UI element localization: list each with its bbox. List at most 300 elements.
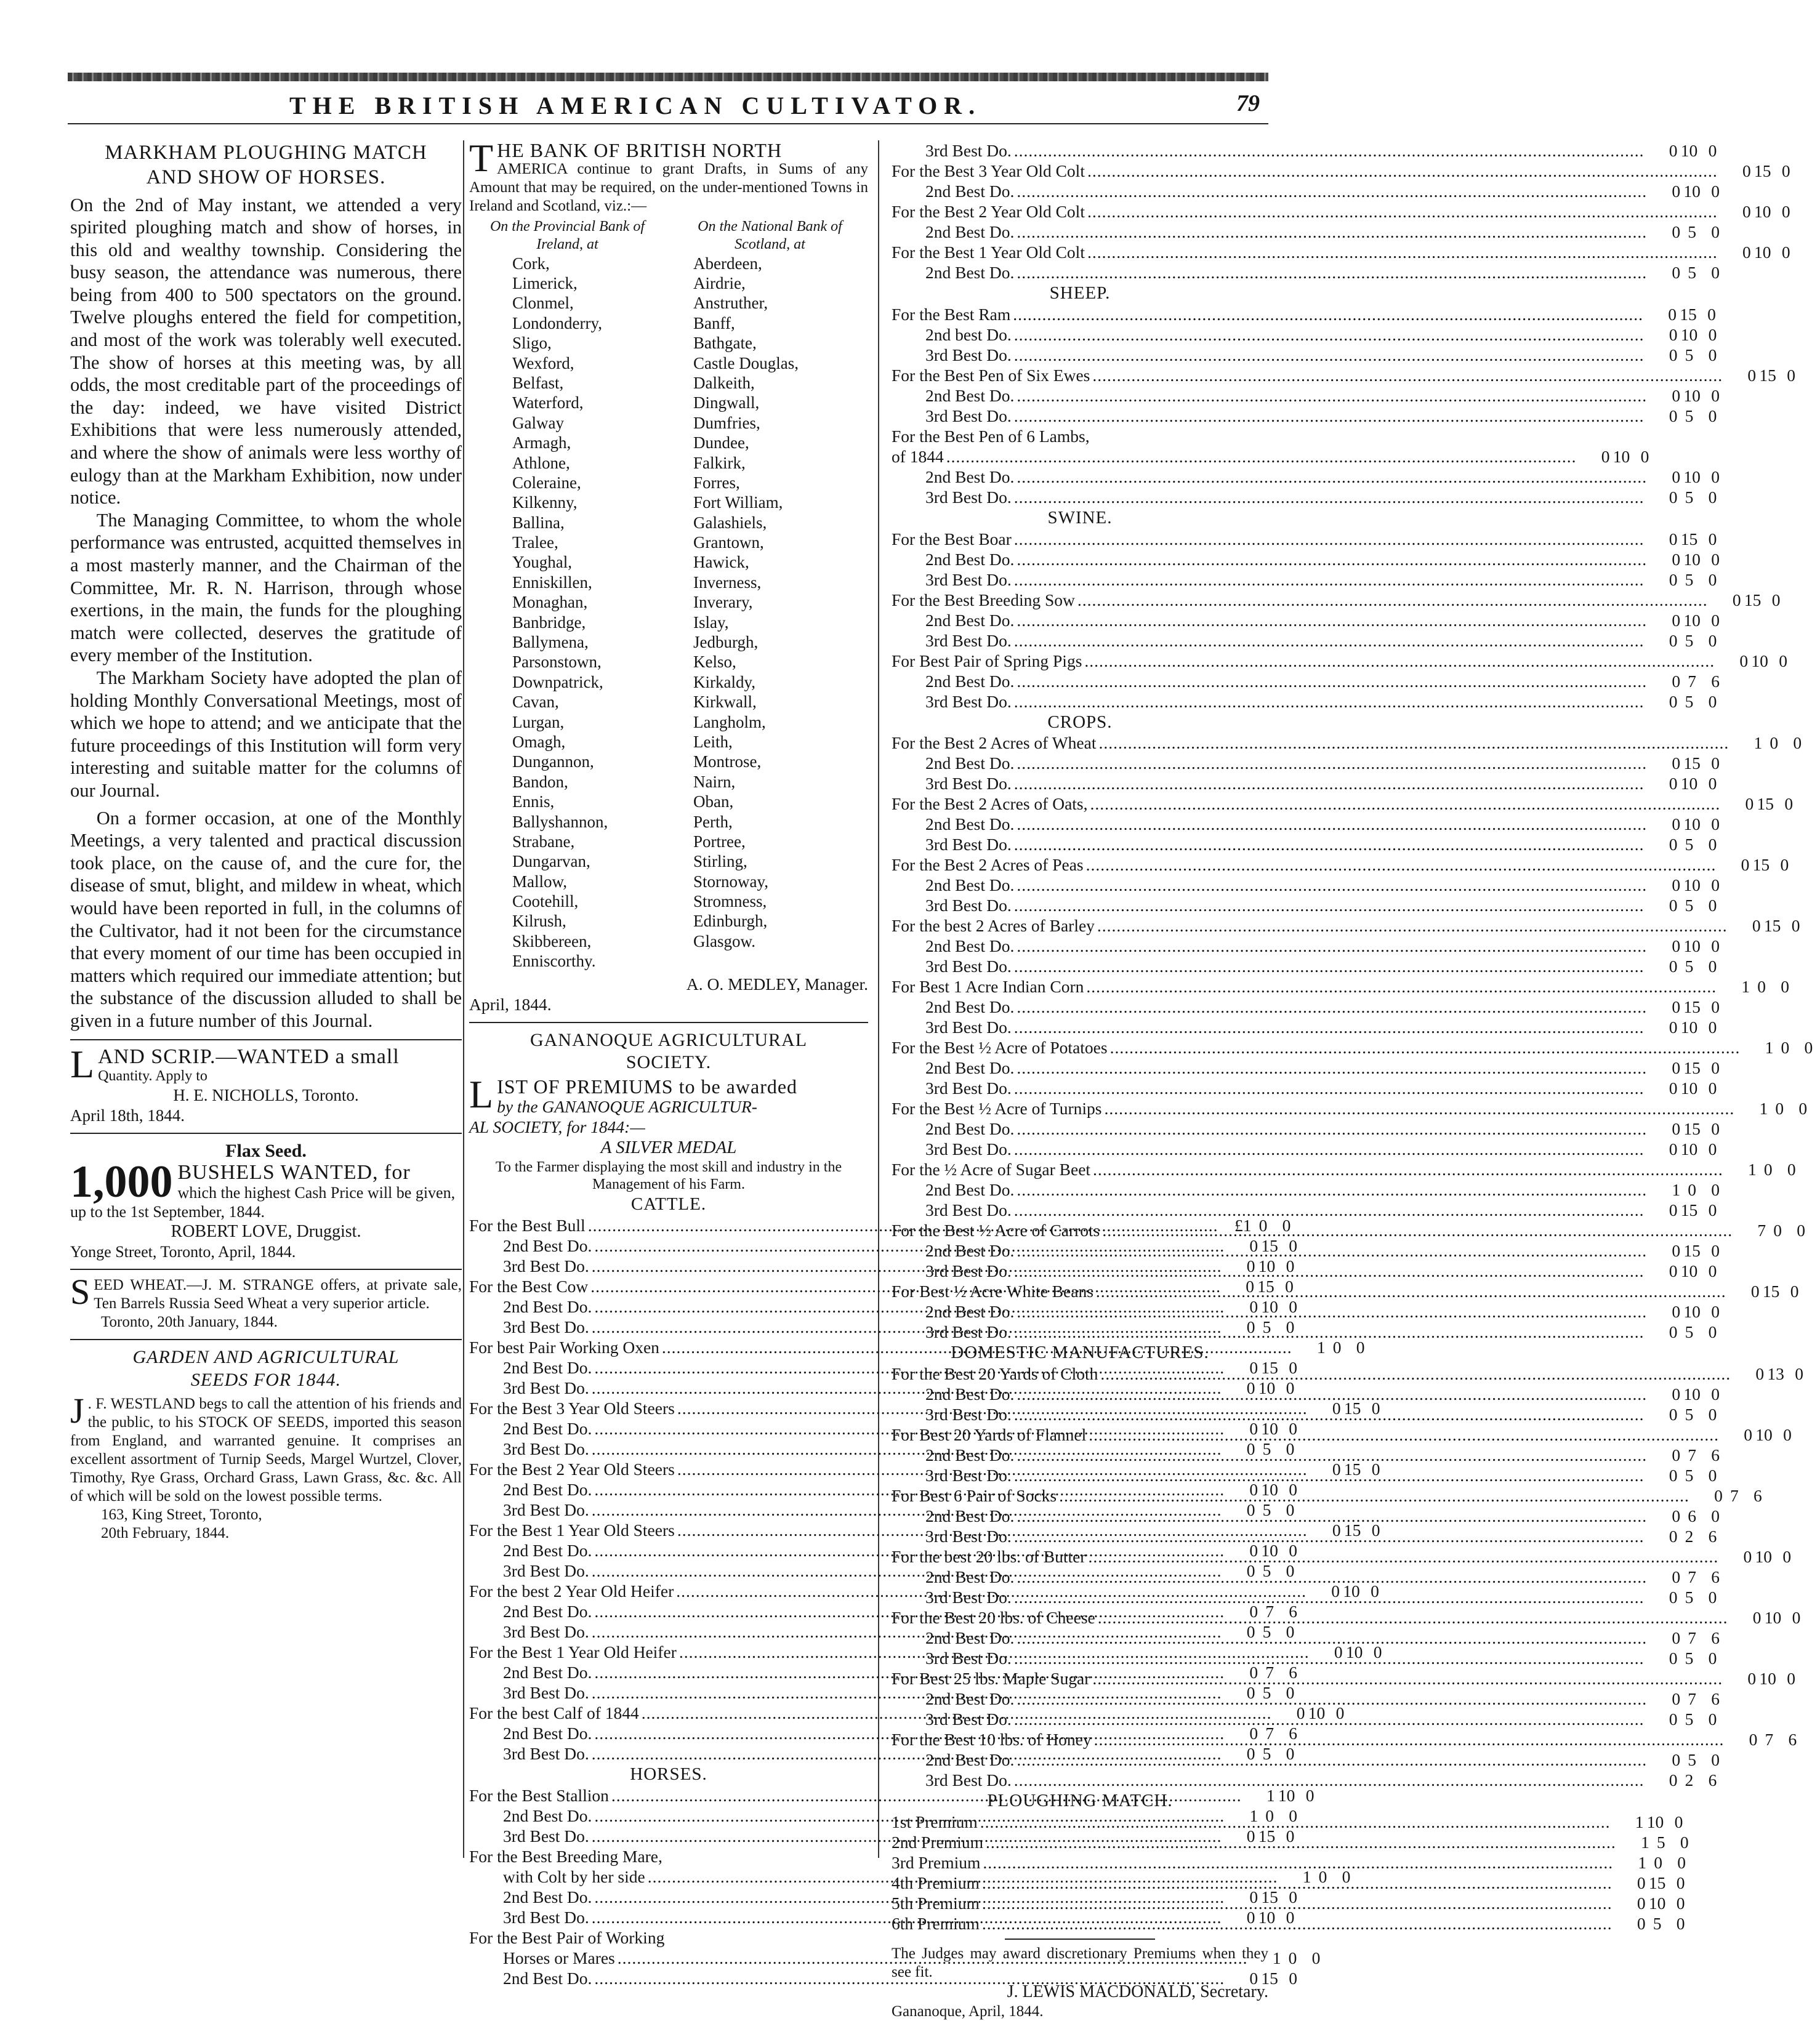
- premium-shillings: 7: [1688, 1445, 1696, 1465]
- premium-shillings: 10: [1258, 1378, 1276, 1398]
- leader-dots: [1014, 956, 1645, 976]
- town-scotland: Perth,: [693, 812, 733, 831]
- premium-shillings: 0: [1318, 1866, 1327, 1886]
- leader-dots: [1014, 1017, 1645, 1037]
- premium-shillings: 10: [1261, 1480, 1278, 1500]
- premium-row: [892, 1770, 1717, 1790]
- list-heading-2: by the GANANOQUE AGRICULTUR-: [497, 1096, 757, 1116]
- premium-pounds: 0: [1249, 1358, 1258, 1378]
- premium-pence: 6: [1289, 1663, 1297, 1682]
- town-scotland: Falkirk,: [693, 453, 746, 472]
- leader-dots: [986, 1832, 1616, 1852]
- premium-shillings: 5: [1262, 1561, 1271, 1581]
- secretary-signature: J. LEWIS MACDONALD, Secretary.: [1007, 1982, 1268, 2001]
- leader-dots: [1087, 242, 1718, 262]
- leader-dots: [1014, 691, 1645, 712]
- premium-pounds: 0: [1669, 487, 1678, 507]
- premium-row: [892, 345, 1717, 365]
- premium-label: 3rd Best Do.: [925, 1405, 1012, 1424]
- premium-pounds: 0: [1747, 1669, 1757, 1689]
- premium-pounds: 0: [1246, 1744, 1255, 1764]
- premium-pounds: 0: [1669, 1770, 1678, 1790]
- leader-dots: [1017, 222, 1647, 242]
- premium-category: CROPS.: [1047, 712, 1113, 732]
- leader-dots: [1096, 1281, 1726, 1301]
- leader-dots: [1017, 610, 1647, 630]
- town-scotland: [693, 951, 868, 971]
- premium-pence: 0: [1286, 1378, 1295, 1398]
- premium-pounds: 0: [1249, 1663, 1258, 1682]
- premium-pence: 0: [1286, 1500, 1295, 1520]
- premium-label: 2nd Best Do.: [925, 222, 1015, 241]
- premium-row: [892, 1281, 1799, 1301]
- premium-pence: 6: [1711, 1628, 1720, 1648]
- premium-label: 2nd Best Do.: [503, 1480, 592, 1500]
- premium-label: 3rd Best Do.: [925, 774, 1012, 794]
- leader-dots: [1059, 1485, 1689, 1506]
- premium-pence: 0: [1711, 1506, 1720, 1526]
- premium-label: 3rd Best Do.: [925, 691, 1012, 711]
- town-list: [469, 254, 868, 971]
- premium-row: [892, 1240, 1720, 1261]
- premium-shillings: 10: [1683, 814, 1701, 834]
- premium-pence: 0: [1286, 1256, 1295, 1276]
- premium-pounds: 0: [1672, 222, 1681, 241]
- premium-pence: 0: [1286, 1683, 1295, 1703]
- leader-dots: [1017, 1506, 1647, 1526]
- premium-pounds: 1: [1249, 1806, 1258, 1825]
- premium-label: 5th Premium: [892, 1893, 980, 1913]
- premium-shillings: 15: [1261, 1968, 1278, 1988]
- premium-pence: 0: [1282, 1216, 1291, 1236]
- page-header: [68, 86, 1268, 124]
- town-ireland: Clonmel,: [512, 294, 574, 313]
- premium-pounds: 0: [1672, 1058, 1681, 1078]
- premium-label: 2nd Best Do.: [503, 1358, 592, 1378]
- town-scotland: Dingwall,: [693, 393, 760, 412]
- premium-row: [892, 1689, 1720, 1709]
- advert-signature: H. E. NICHOLLS, Toronto.: [173, 1086, 359, 1105]
- leader-dots: [1110, 1037, 1741, 1058]
- premium-pounds: 0: [1672, 936, 1681, 956]
- premium-pence: 0: [1708, 1018, 1717, 1037]
- premium-label: For Best 1 Acre Indian Corn: [892, 977, 1084, 997]
- premium-label: of 1844: [892, 446, 944, 466]
- premium-pounds: 0: [1246, 1907, 1255, 1927]
- premium-label: 2nd best Do.: [925, 324, 1012, 344]
- premium-label: For the Best 2 Acres of Oats,: [892, 794, 1088, 814]
- town-ireland: Wexford,: [512, 353, 574, 372]
- premium-shillings: 15: [1680, 529, 1698, 548]
- column-rule-1: [463, 140, 464, 1858]
- premium-pounds: 0: [1672, 1689, 1681, 1709]
- premium-label: For best Pair Working Oxen: [469, 1338, 659, 1357]
- premium-label: For the Best Boar: [892, 529, 1012, 548]
- town-ireland: Lurgan,: [512, 712, 565, 731]
- premium-pounds: 1: [1759, 1099, 1768, 1119]
- premium-pounds: 0: [1249, 1480, 1258, 1500]
- premium-label: 2nd Best Do.: [925, 1628, 1015, 1648]
- premium-shillings: 10: [1308, 1703, 1326, 1723]
- leader-dots: [1017, 997, 1647, 1017]
- advert-date: Toronto, 20th January, 1844.: [101, 1314, 278, 1331]
- town-ireland: Bandon,: [512, 772, 568, 791]
- bank-advert: [469, 136, 868, 1015]
- premium-shillings: 5: [1262, 1683, 1271, 1703]
- premium-shillings: 5: [1685, 691, 1694, 711]
- premium-pounds: 0: [1672, 1302, 1681, 1322]
- premium-pence: 0: [1798, 1099, 1808, 1119]
- leader-dots: [1014, 1078, 1645, 1098]
- premium-row: [892, 1750, 1720, 1770]
- premium-row: [892, 569, 1717, 590]
- premium-shillings: 15: [1683, 1241, 1701, 1261]
- premium-shillings: 10: [1683, 936, 1701, 956]
- premium-pounds: 1: [1748, 1160, 1757, 1179]
- town-scotland: Kirkwall,: [693, 693, 757, 712]
- leader-dots: [1092, 365, 1723, 385]
- premium-pounds: 0: [1669, 835, 1678, 854]
- leader-dots: [1014, 1465, 1645, 1485]
- premium-shillings: 0: [1265, 1806, 1274, 1825]
- premium-pounds: 0: [1669, 630, 1678, 650]
- premium-pence: 0: [1708, 324, 1717, 344]
- premium-shillings: 5: [1685, 406, 1694, 425]
- premium-label: with Colt by her side: [503, 1866, 645, 1886]
- premium-pounds: 0: [1669, 569, 1678, 589]
- premium-pence: 0: [1711, 1302, 1720, 1322]
- premium-pounds: 0: [1669, 691, 1678, 711]
- premium-label: 2nd Best Do.: [925, 1119, 1015, 1139]
- premium-pounds: 7: [1757, 1221, 1766, 1240]
- premium-shillings: 0: [1654, 1852, 1662, 1872]
- premium-label: For the Best ½ Acre of Turnips: [892, 1099, 1102, 1119]
- premium-label: 2nd Best Do.: [503, 1724, 592, 1743]
- premium-label: 2nd Best Do.: [925, 549, 1015, 569]
- premium-row: [892, 385, 1720, 406]
- premium-shillings: 15: [1744, 590, 1762, 609]
- premium-shillings: 5: [1685, 345, 1694, 364]
- premium-label: 3rd Best Do.: [925, 1018, 1012, 1037]
- premium-pence: 0: [1286, 1744, 1295, 1764]
- premium-pence: 0: [1708, 957, 1717, 976]
- premium-shillings: 0: [1258, 1216, 1268, 1236]
- premium-pence: 0: [1711, 997, 1720, 1017]
- premium-pounds: 1: [1266, 1785, 1275, 1805]
- premium-shillings: 7: [1688, 1628, 1696, 1648]
- premium-pounds: 0: [1672, 549, 1681, 569]
- premium-label: 2nd Best Do.: [503, 1663, 592, 1682]
- premium-shillings: 10: [1258, 1907, 1276, 1927]
- premium-shillings: 13: [1767, 1364, 1784, 1384]
- premium-pounds: 0: [1246, 1277, 1255, 1296]
- premium-pence: 0: [1680, 1832, 1689, 1852]
- premium-row: [892, 1384, 1720, 1404]
- premium-row: [892, 1159, 1796, 1179]
- town-ireland: Omagh,: [512, 732, 566, 751]
- premium-pounds: 0: [1755, 1364, 1765, 1384]
- premium-pence: 0: [1711, 1384, 1720, 1404]
- advert-number: 1,000: [70, 1157, 173, 1208]
- premium-label: 2nd Best Do.: [925, 936, 1015, 956]
- premium-label: For the Best 1 Year Old Heifer: [469, 1642, 677, 1662]
- premium-label: 3rd Best Do.: [925, 1322, 1012, 1342]
- premium-pence: 0: [1781, 977, 1790, 997]
- premium-row: [892, 1832, 1689, 1852]
- premium-row: [892, 1546, 1792, 1567]
- premium-pounds: 0: [1747, 365, 1757, 385]
- premium-pence: 0: [1779, 651, 1788, 670]
- divider: [469, 1022, 868, 1023]
- town-scotland: Leith,: [693, 732, 733, 751]
- premium-shillings: 15: [1257, 1277, 1274, 1296]
- premium-pence: 0: [1305, 1785, 1315, 1805]
- premium-label: For the Best ½ Acre of Potatoes: [892, 1038, 1108, 1058]
- premium-pence: 0: [1708, 345, 1717, 364]
- leader-dots: [1014, 630, 1645, 651]
- premium-row: [892, 446, 1649, 467]
- premium-pence: 0: [1289, 1968, 1297, 1988]
- leader-dots: [1014, 140, 1645, 161]
- premium-label: 2nd Best Do.: [925, 182, 1015, 201]
- premium-pounds: 0: [1669, 1139, 1678, 1159]
- premium-pence: 0: [1783, 1425, 1792, 1445]
- drop-cap: J: [70, 1391, 84, 1431]
- premium-pence: 0: [1711, 1750, 1720, 1770]
- advert-address: Yonge Street, Toronto, April, 1844.: [70, 1243, 296, 1261]
- premium-pounds: 1: [1302, 1866, 1311, 1886]
- town-scotland: Inverness,: [693, 573, 762, 592]
- drop-cap: S: [70, 1272, 91, 1312]
- town-scotland: Portree,: [693, 832, 746, 851]
- premium-shillings: 5: [1262, 1500, 1271, 1520]
- town-scotland: Kelso,: [693, 653, 736, 672]
- premium-pence: 0: [1286, 1622, 1295, 1642]
- premium-row: [469, 1317, 1295, 1337]
- flax-seed-advert: [70, 1140, 462, 1261]
- town-scotland: Galashiels,: [693, 513, 767, 532]
- premium-pence: 0: [1289, 1806, 1297, 1825]
- premium-pounds: 0: [1246, 1683, 1255, 1703]
- leader-dots: [1017, 1567, 1647, 1587]
- premium-label: 3rd Best Do.: [925, 1649, 1012, 1668]
- article-paragraph: The Markham Society have adopted the plan of holding Monthly Conversational Meetings, most of which we hope to attend; and we anticipate that the future proceedings of this Institution will form very interesting and suitable matter for the columns of our Journal.: [70, 667, 462, 801]
- town-scotland: Dundee,: [693, 433, 749, 452]
- premium-label: For Best ½ Acre White Beans: [892, 1282, 1093, 1301]
- premium-pounds: 0: [1672, 1506, 1681, 1526]
- premium-label: 3rd Best Do.: [503, 1683, 589, 1703]
- premium-pounds: 0: [1672, 610, 1681, 630]
- town-ireland: Belfast,: [512, 373, 564, 392]
- medal-text: To the Farmer displaying the most skill and industry in the Management of his Farm.: [495, 1159, 842, 1193]
- town-ireland: Mallow,: [512, 872, 567, 891]
- premium-pounds: 1: [1672, 1180, 1681, 1200]
- premium-pounds: 0: [1668, 304, 1677, 324]
- premium-shillings: 2: [1685, 1770, 1694, 1790]
- premium-label: For the Best 10 lbs. of Honey: [892, 1730, 1092, 1750]
- premium-shillings: 10: [1683, 385, 1701, 405]
- premium-row: [892, 610, 1720, 630]
- premium-pence: 0: [1711, 936, 1720, 956]
- premium-pence: 0: [1289, 1541, 1297, 1561]
- premium-category: CATTLE.: [630, 1194, 707, 1215]
- town-ireland: Monaghan,: [512, 593, 588, 612]
- article-title: MARKHAM PLOUGHING MATCH: [105, 142, 427, 164]
- premium-category: SHEEP.: [1049, 283, 1111, 303]
- premium-pounds: 0: [1672, 997, 1681, 1017]
- premium-label: 2nd Best Do.: [503, 1806, 592, 1825]
- premium-label: 4th Premium: [892, 1873, 980, 1892]
- premium-row: [469, 1968, 1297, 1988]
- premium-label: 3rd Best Do.: [925, 896, 1012, 915]
- leader-dots: [1014, 1587, 1645, 1607]
- premium-shillings: 15: [1343, 1521, 1361, 1540]
- premium-pounds: 0: [1669, 1200, 1678, 1220]
- premium-label: For Best 25 lbs. Maple Sugar: [892, 1669, 1090, 1689]
- premium-label: 3rd Best Do.: [925, 1527, 1012, 1546]
- leader-dots: [1017, 1179, 1647, 1200]
- premium-label: 3rd Best Do.: [925, 1139, 1012, 1159]
- leader-dots: [1014, 1770, 1645, 1790]
- premium-shillings: 15: [1754, 161, 1771, 180]
- premium-pounds: 0: [1745, 794, 1754, 814]
- premium-pounds: 0: [1249, 1724, 1258, 1743]
- premium-shillings: 7: [1265, 1602, 1274, 1621]
- premium-shillings: 15: [1258, 1826, 1276, 1846]
- premium-pence: 0: [1674, 1812, 1683, 1831]
- premium-label: For the Best Ram: [892, 304, 1011, 324]
- leader-dots: [1017, 262, 1647, 283]
- leader-dots: [1014, 324, 1645, 345]
- premium-pounds: 0: [1672, 1241, 1681, 1261]
- premium-row: [892, 1078, 1717, 1098]
- premium-shillings: 0: [1763, 1160, 1773, 1179]
- premium-pounds: 0: [1332, 1460, 1341, 1479]
- premium-label: 2nd Best Do.: [925, 1180, 1015, 1200]
- town-ireland: Enniscorthy.: [512, 952, 596, 971]
- premium-pounds: 0: [1672, 1750, 1681, 1770]
- town-scotland: Islay,: [693, 613, 729, 632]
- premium-shillings: 10: [1646, 1812, 1664, 1831]
- leader-dots: [1014, 1648, 1645, 1668]
- premium-pence: 0: [1787, 365, 1795, 385]
- premium-label: 2nd Best Do.: [925, 1750, 1015, 1770]
- premium-shillings: 0: [1773, 1221, 1782, 1240]
- premium-shillings: 5: [1262, 1622, 1271, 1642]
- premium-pounds: 0: [1669, 1079, 1678, 1098]
- column-3: [892, 140, 1813, 2021]
- premium-shillings: 10: [1754, 202, 1771, 221]
- premium-pounds: 0: [1246, 1317, 1255, 1337]
- premium-row: [892, 834, 1717, 854]
- premium-pence: 0: [1342, 1866, 1351, 1886]
- premium-pence: 0: [1708, 835, 1717, 854]
- premium-pence: 0: [1708, 1649, 1717, 1668]
- town-scotland: Anstruther,: [693, 294, 768, 313]
- premium-pence: 0: [1289, 1419, 1297, 1439]
- town-scotland: Montrose,: [693, 752, 762, 771]
- premium-shillings: 10: [1759, 1669, 1776, 1689]
- leader-dots: [982, 1913, 1613, 1934]
- premium-pence: 0: [1708, 1079, 1717, 1098]
- premium-shillings: 0: [1688, 1180, 1696, 1200]
- premium-shillings: 15: [1683, 1058, 1701, 1078]
- premium-pounds: 0: [1752, 916, 1761, 936]
- leader-dots: [1014, 895, 1645, 915]
- town-scotland: Airdrie,: [693, 273, 746, 292]
- premium-shillings: 5: [1688, 1750, 1696, 1770]
- premium-category: SWINE.: [1047, 507, 1113, 528]
- town-ireland: Banbridge,: [512, 613, 586, 632]
- leader-dots: [1017, 814, 1647, 834]
- premium-line: For the Best Pen of 6 Lambs,: [892, 426, 1090, 446]
- premium-pence: 0: [1711, 549, 1720, 569]
- premium-label: For the best Calf of 1844: [469, 1703, 639, 1723]
- premium-shillings: 5: [1685, 835, 1694, 854]
- leader-dots: [1014, 529, 1645, 549]
- premium-pence: 0: [1708, 569, 1717, 589]
- premium-label: 2nd Best Do.: [503, 1236, 592, 1256]
- advert-title: Flax Seed.: [225, 1141, 307, 1162]
- premium-label: 2nd Best Do.: [925, 610, 1015, 630]
- premium-shillings: 7: [1688, 671, 1696, 691]
- premium-pounds: 0: [1714, 1486, 1723, 1506]
- article-subtitle: AND SHOW OF HORSES.: [146, 166, 386, 189]
- premium-label: 3rd Best Do.: [925, 1466, 1012, 1485]
- premium-shillings: 10: [1680, 1018, 1698, 1037]
- premium-label: 2nd Best Do.: [925, 1241, 1015, 1261]
- premium-pence: 6: [1289, 1602, 1297, 1621]
- advert-text: which the highest Cash Price will be given, up to the 1st September, 1844.: [70, 1184, 456, 1221]
- premium-pence: 0: [1711, 385, 1720, 405]
- premium-pounds: 0: [1669, 141, 1678, 160]
- premium-label: 2nd Best Do.: [925, 1445, 1015, 1465]
- premium-row: [892, 1729, 1797, 1750]
- page-number: 79: [1236, 90, 1260, 116]
- town-ireland: Limerick,: [512, 273, 578, 292]
- premium-pence: 0: [1289, 1358, 1297, 1378]
- premium-pounds: 0: [1672, 1628, 1681, 1648]
- premium-shillings: 5: [1688, 263, 1696, 282]
- leader-dots: [1014, 569, 1645, 590]
- premium-pence: 0: [1787, 1669, 1795, 1689]
- premium-pounds: 0: [1334, 1642, 1343, 1662]
- premium-pence: 0: [1708, 487, 1717, 507]
- premium-pounds: 0: [1246, 1826, 1255, 1846]
- premium-pence: 0: [1711, 182, 1720, 201]
- advert-heading: BUSHELS WANTED, for: [177, 1161, 411, 1184]
- premium-pence: 0: [1771, 590, 1781, 609]
- town-ireland: Cavan,: [512, 693, 559, 712]
- premium-pounds: 0: [1249, 1236, 1258, 1256]
- medal-title: A SILVER MEDAL: [600, 1137, 737, 1157]
- premium-label: For the Best 20 lbs. of Cheese: [892, 1608, 1095, 1628]
- leader-dots: [1084, 651, 1715, 671]
- premium-label: 2nd Best Do.: [925, 385, 1015, 405]
- premium-row: [892, 1506, 1720, 1526]
- premium-pounds: 0: [1637, 1873, 1646, 1892]
- premium-pence: 0: [1286, 1317, 1295, 1337]
- premium-shillings: 5: [1685, 1588, 1694, 1607]
- town-scotland: Jedburgh,: [693, 633, 759, 652]
- premium-label: 3rd Best Do.: [503, 1500, 589, 1520]
- premium-row: [892, 814, 1720, 834]
- premium-shillings: 5: [1685, 1466, 1694, 1485]
- premium-label: 2nd Best Do.: [925, 1506, 1015, 1526]
- premium-shillings: 0: [1775, 1099, 1784, 1119]
- premium-shillings: 10: [1278, 1785, 1295, 1805]
- leader-dots: [1087, 201, 1718, 222]
